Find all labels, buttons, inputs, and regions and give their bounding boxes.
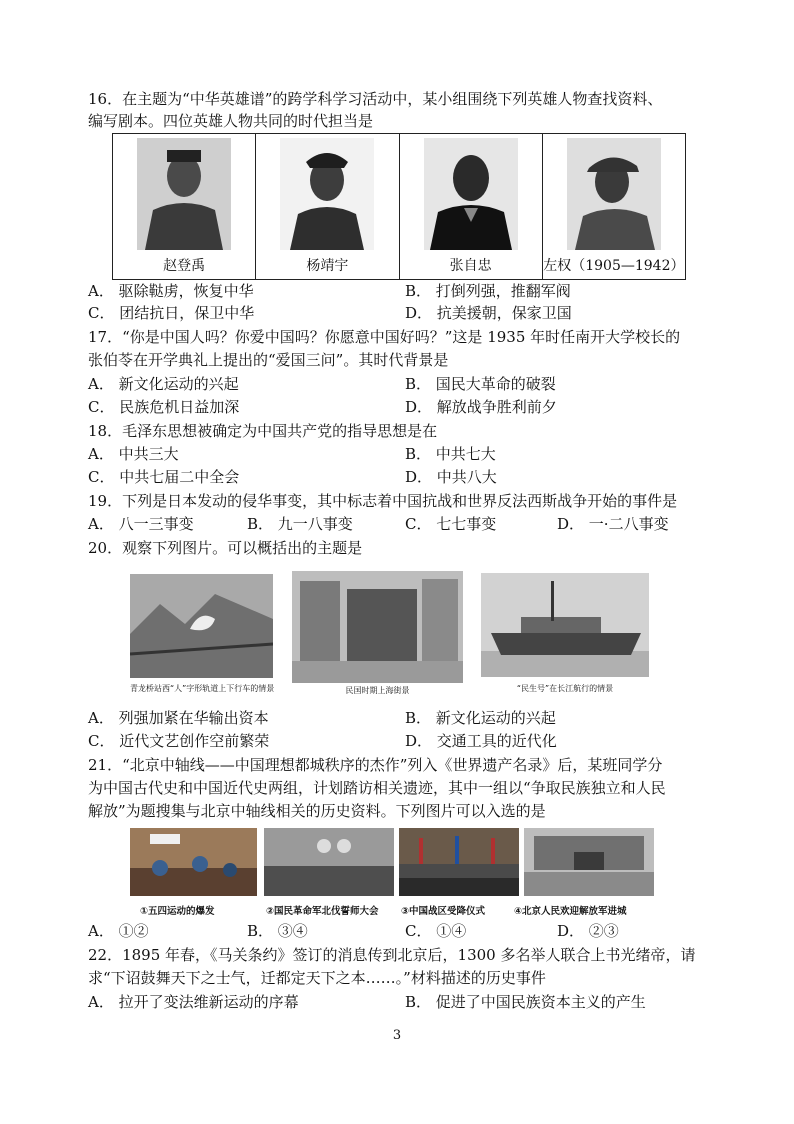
q21-picture-liberation-army	[524, 828, 654, 896]
q20-picture-caption: 民国时期上海街景	[345, 686, 410, 695]
q20-stem: 20．观察下列图片。可以概括出的主题是	[88, 539, 363, 557]
q16-option-a[interactable]: A． 驱除鞑虏，恢复中华	[88, 282, 254, 300]
q21-picture-caption: ④北京人民欢迎解放军进城	[514, 906, 627, 917]
q20-option-c[interactable]: C． 近代文艺创作空前繁荣	[88, 732, 270, 750]
q21-stem-line1: 21．“北京中轴线——中国理想都城秩序的杰作”列入《世界遗产名录》后，某班同学分	[88, 756, 663, 774]
q17-option-b[interactable]: B． 国民大革命的破裂	[405, 375, 556, 393]
q22-option-b[interactable]: B． 促进了中国民族资本主义的产生	[405, 993, 646, 1011]
q18-stem: 18．毛泽东思想被确定为中国共产党的指导思想是在	[88, 422, 438, 440]
q16-option-b[interactable]: B． 打倒列强，推翻军阀	[405, 282, 571, 300]
q21-picture-surrender-ceremony	[399, 828, 519, 896]
q20-picture-caption: “民生号”在长江航行的情景	[516, 684, 614, 693]
q16-stem-line2: 编写剧本。四位英雄人物共同的时代担当是	[88, 112, 374, 130]
q20-picture-railway	[130, 574, 273, 678]
q21-option-a[interactable]: A． ①②	[88, 922, 149, 940]
q21-stem-line2: 为中国古代史和中国近代史两组，计划踏访相关遗迹，其中一组以“争取民族独立和人民	[88, 779, 666, 797]
q20-option-a[interactable]: A． 列强加紧在华输出资本	[88, 709, 269, 727]
q20-option-b[interactable]: B． 新文化运动的兴起	[405, 709, 556, 727]
q20-picture-steamship	[481, 573, 649, 677]
q19-option-d[interactable]: D． 一·二八事变	[557, 515, 669, 533]
q18-option-b[interactable]: B． 中共七大	[405, 445, 496, 463]
portrait-cell	[256, 134, 399, 279]
q18-option-a[interactable]: A． 中共三大	[88, 445, 179, 463]
q21-option-b[interactable]: B． ③④	[247, 922, 308, 940]
q21-stem-line3: 解放”为题搜集与北京中轴线相关的历史资料。下列图片可以入选的是	[88, 802, 546, 820]
portrait-photo	[424, 138, 518, 250]
q19-stem: 19．下列是日本发动的侵华事变，其中标志着中国抗战和世界反法西斯战争开始的事件是	[88, 492, 678, 510]
q18-option-d[interactable]: D． 中共八大	[405, 468, 497, 486]
q19-option-a[interactable]: A． 八一三事变	[88, 515, 194, 533]
q17-stem-line2: 张伯苓在开学典礼上提出的“爱国三问”。其时代背景是	[88, 351, 449, 369]
portrait-cell	[400, 134, 543, 279]
portrait-caption: 赵登禹	[163, 258, 206, 274]
q17-option-c[interactable]: C． 民族危机日益加深	[88, 398, 240, 416]
q16-option-d[interactable]: D． 抗美援朝，保家卫国	[405, 304, 572, 322]
q19-option-c[interactable]: C． 七七事变	[405, 515, 497, 533]
q17-stem-line1: 17．“你是中国人吗？你爱中国吗？你愿意中国好吗？”这是 1935 年时任南开大学校长的	[88, 328, 681, 346]
portrait-cell	[113, 134, 256, 279]
q22-option-a[interactable]: A． 拉开了变法维新运动的序幕	[88, 993, 299, 1011]
q21-picture-northern-expedition	[264, 828, 394, 896]
q19-option-b[interactable]: B． 九一八事变	[247, 515, 353, 533]
page-number: 3	[392, 1028, 402, 1043]
portrait-photo	[280, 138, 374, 250]
portrait-caption: 张自忠	[449, 258, 492, 274]
portrait-cell	[543, 134, 685, 279]
q21-picture-caption: ③中国战区受降仪式	[401, 906, 486, 917]
q21-option-c[interactable]: C． ①④	[405, 922, 467, 940]
q21-option-d[interactable]: D． ②③	[557, 922, 619, 940]
q21-picture-caption: ①五四运动的爆发	[140, 906, 215, 917]
q17-option-d[interactable]: D． 解放战争胜利前夕	[405, 398, 557, 416]
q21-picture-may-fourth	[130, 828, 257, 896]
q22-stem-line2: 求“下诏鼓舞天下之士气，迁都定天下之本……。”材料描述的历史事件	[88, 969, 546, 987]
q20-picture-caption: 青龙桥站西“人”字形轨道上下行车的情景	[130, 684, 275, 693]
q21-picture-caption: ②国民革命军北伐誓师大会	[266, 906, 379, 917]
q16-stem-line1: 16．在主题为“中华英雄谱”的跨学科学习活动中，某小组围绕下列英雄人物查找资料、	[88, 90, 663, 108]
portrait-photo	[567, 138, 661, 250]
portrait-caption: 杨靖宇	[306, 258, 349, 274]
portrait-photo	[137, 138, 231, 250]
portrait-caption: 左权（1905—1942）	[543, 258, 685, 274]
q18-option-c[interactable]: C． 中共七届二中全会	[88, 468, 240, 486]
q20-picture-street	[292, 571, 463, 683]
q17-option-a[interactable]: A． 新文化运动的兴起	[88, 375, 239, 393]
q22-stem-line1: 22．1895 年春，《马关条约》签订的消息传到北京后，1300 多名举人联合上书光绪帝，请	[88, 946, 696, 964]
q16-portrait-table	[112, 133, 686, 280]
q20-option-d[interactable]: D． 交通工具的近代化	[405, 732, 557, 750]
q16-option-c[interactable]: C． 团结抗日，保卫中华	[88, 304, 255, 322]
